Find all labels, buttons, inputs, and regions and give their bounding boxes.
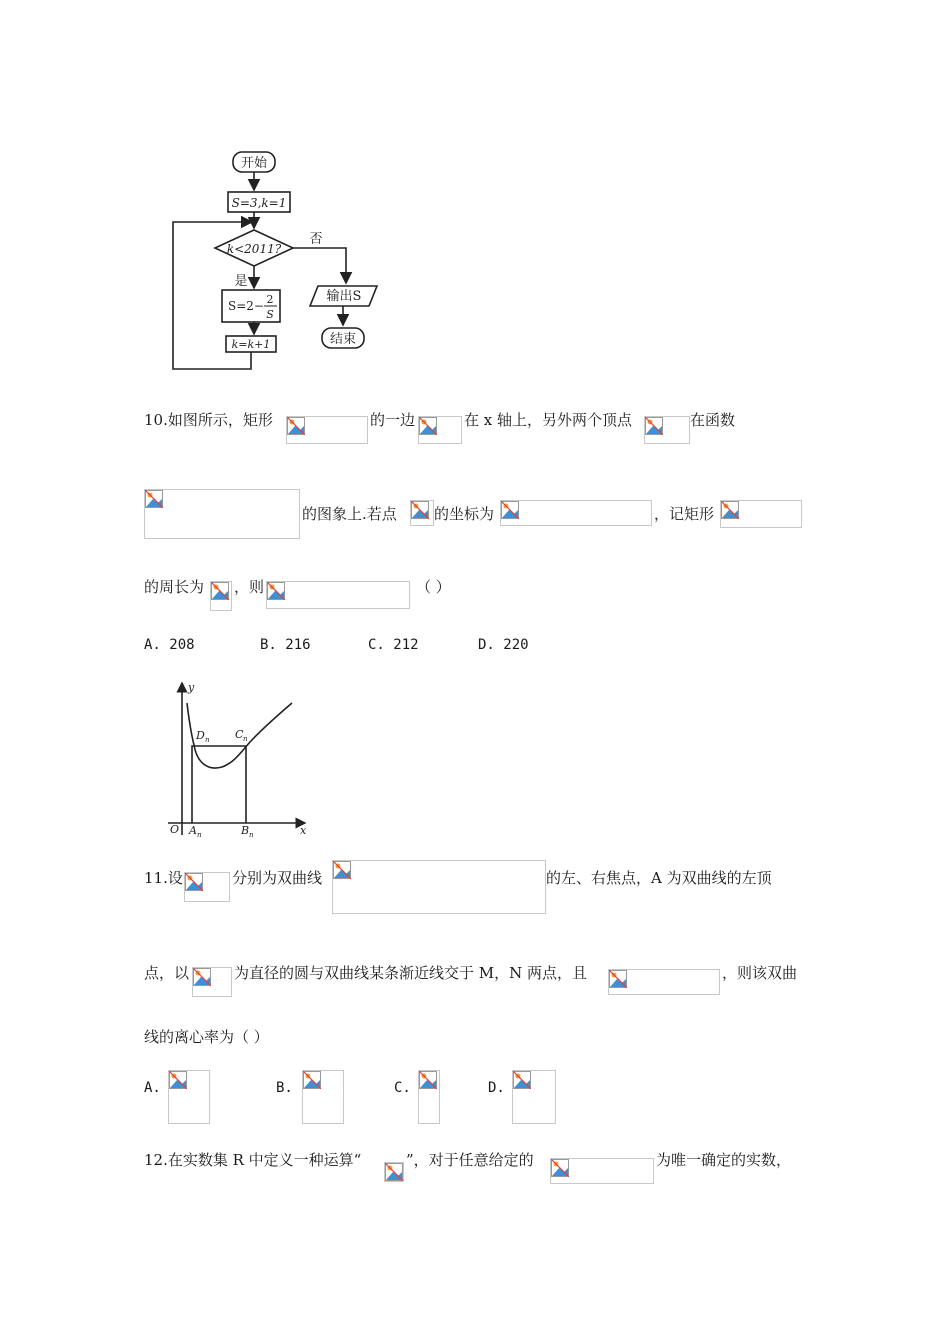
broken-image-icon bbox=[551, 1159, 569, 1177]
q10-text: 的周长为 bbox=[144, 578, 205, 596]
q10-text: （ ） bbox=[416, 578, 451, 596]
broken-image-icon bbox=[193, 968, 211, 986]
body-frac-num: 2 bbox=[266, 293, 274, 306]
origin-label: O bbox=[170, 823, 180, 836]
formula-image bbox=[192, 967, 232, 997]
q12-text: 12.在实数集 R 中定义一种运算“ bbox=[144, 1151, 362, 1169]
broken-image-icon bbox=[419, 1071, 437, 1089]
increment-label: k=k+1 bbox=[231, 338, 271, 351]
q10-text: 的图象上.若点 bbox=[302, 505, 397, 523]
formula-image bbox=[500, 500, 652, 526]
broken-image-icon bbox=[411, 501, 429, 519]
no-branch-line bbox=[293, 248, 346, 283]
formula-image bbox=[418, 1070, 440, 1124]
q11-option-d[interactable]: D. bbox=[488, 1080, 505, 1096]
formula-image bbox=[644, 416, 690, 444]
rectangle-abcd bbox=[192, 746, 246, 823]
body-frac-den: S bbox=[266, 308, 274, 321]
q12-text: ”，对于任意给定的 bbox=[406, 1151, 534, 1169]
formula-image bbox=[550, 1158, 654, 1184]
broken-image-icon bbox=[145, 490, 163, 508]
point-a-sub: n bbox=[197, 831, 202, 839]
broken-image-icon bbox=[185, 873, 203, 891]
output-label: 输出S bbox=[326, 289, 362, 304]
point-b-sub: n bbox=[249, 831, 254, 839]
point-a-label: A bbox=[189, 824, 197, 837]
q10-text: 的一边 bbox=[370, 411, 416, 429]
q10-option-c[interactable]: C. 212 bbox=[368, 637, 419, 653]
point-c-sub: n bbox=[243, 735, 248, 743]
q10-text: ，则 bbox=[234, 578, 265, 596]
broken-image-icon bbox=[419, 417, 437, 435]
formula-image bbox=[184, 872, 230, 902]
formula-image bbox=[410, 500, 434, 526]
broken-image-icon bbox=[501, 501, 519, 519]
point-d-sub: n bbox=[205, 736, 210, 744]
q11-text: 11.设 bbox=[144, 869, 183, 887]
broken-image-icon bbox=[721, 501, 739, 519]
q11-text: 线的离心率为（ ） bbox=[144, 1028, 269, 1046]
q11-option-a[interactable]: A. bbox=[144, 1080, 161, 1096]
formula-image bbox=[302, 1070, 344, 1124]
q11-option-c[interactable]: C. bbox=[394, 1080, 411, 1096]
broken-image-icon bbox=[609, 970, 627, 988]
q10-text: 在函数 bbox=[690, 411, 736, 429]
init-label: S=3,k=1 bbox=[231, 196, 287, 210]
q11-option-b[interactable]: B. bbox=[276, 1080, 293, 1096]
broken-image-icon bbox=[513, 1071, 531, 1089]
formula-image bbox=[720, 500, 802, 528]
formula-image bbox=[332, 860, 546, 914]
condition-label: k<2011? bbox=[226, 242, 282, 256]
broken-image-icon bbox=[287, 417, 305, 435]
q10-option-b[interactable]: B. 216 bbox=[260, 637, 311, 653]
no-label: 否 bbox=[309, 232, 323, 247]
q11-text: 的左、右焦点，A 为双曲线的左顶 bbox=[546, 869, 772, 887]
broken-image-icon bbox=[267, 582, 285, 600]
formula-image bbox=[144, 489, 300, 539]
broken-image-icon bbox=[303, 1071, 321, 1089]
yes-label: 是 bbox=[234, 274, 248, 289]
q10-text: 在 x 轴上，另外两个顶点 bbox=[464, 411, 632, 429]
q10-text: ，记矩形 bbox=[654, 505, 715, 523]
broken-image-icon bbox=[645, 417, 663, 435]
function-graph bbox=[160, 675, 320, 845]
end-label: 结束 bbox=[329, 332, 357, 347]
q11-text: 分别为双曲线 bbox=[232, 869, 323, 887]
formula-image bbox=[418, 416, 462, 444]
q10-text: 的坐标为 bbox=[434, 505, 495, 523]
point-d-label: D bbox=[196, 729, 205, 742]
q10-text: 10.如图所示，矩形 bbox=[144, 411, 273, 429]
body-label: S=2− bbox=[228, 299, 264, 313]
formula-image bbox=[512, 1070, 556, 1124]
y-axis-label: y bbox=[188, 681, 195, 694]
q11-text: ，则该双曲 bbox=[722, 964, 798, 982]
flowchart bbox=[160, 140, 400, 380]
formula-image bbox=[210, 581, 232, 611]
start-label: 开始 bbox=[240, 156, 268, 171]
point-b-label: B bbox=[241, 824, 250, 837]
q10-option-a[interactable]: A. 208 bbox=[144, 637, 195, 653]
formula-image bbox=[266, 581, 410, 609]
broken-image-icon bbox=[211, 582, 229, 600]
q11-text: 点，以 bbox=[144, 964, 190, 982]
broken-image-icon bbox=[385, 1163, 403, 1181]
broken-image-icon bbox=[169, 1071, 187, 1089]
formula-image bbox=[168, 1070, 210, 1124]
point-c-label: C bbox=[235, 728, 244, 741]
q11-text: 为直径的圆与双曲线某条渐近线交于 M，N 两点，且 bbox=[234, 964, 588, 982]
q10-option-d[interactable]: D. 220 bbox=[478, 637, 529, 653]
formula-image bbox=[608, 969, 720, 995]
q12-text: 为唯一确定的实数， bbox=[656, 1151, 792, 1169]
formula-image bbox=[286, 416, 368, 444]
broken-image-icon bbox=[333, 861, 351, 879]
formula-image bbox=[384, 1162, 404, 1182]
x-axis-label: x bbox=[300, 824, 307, 837]
